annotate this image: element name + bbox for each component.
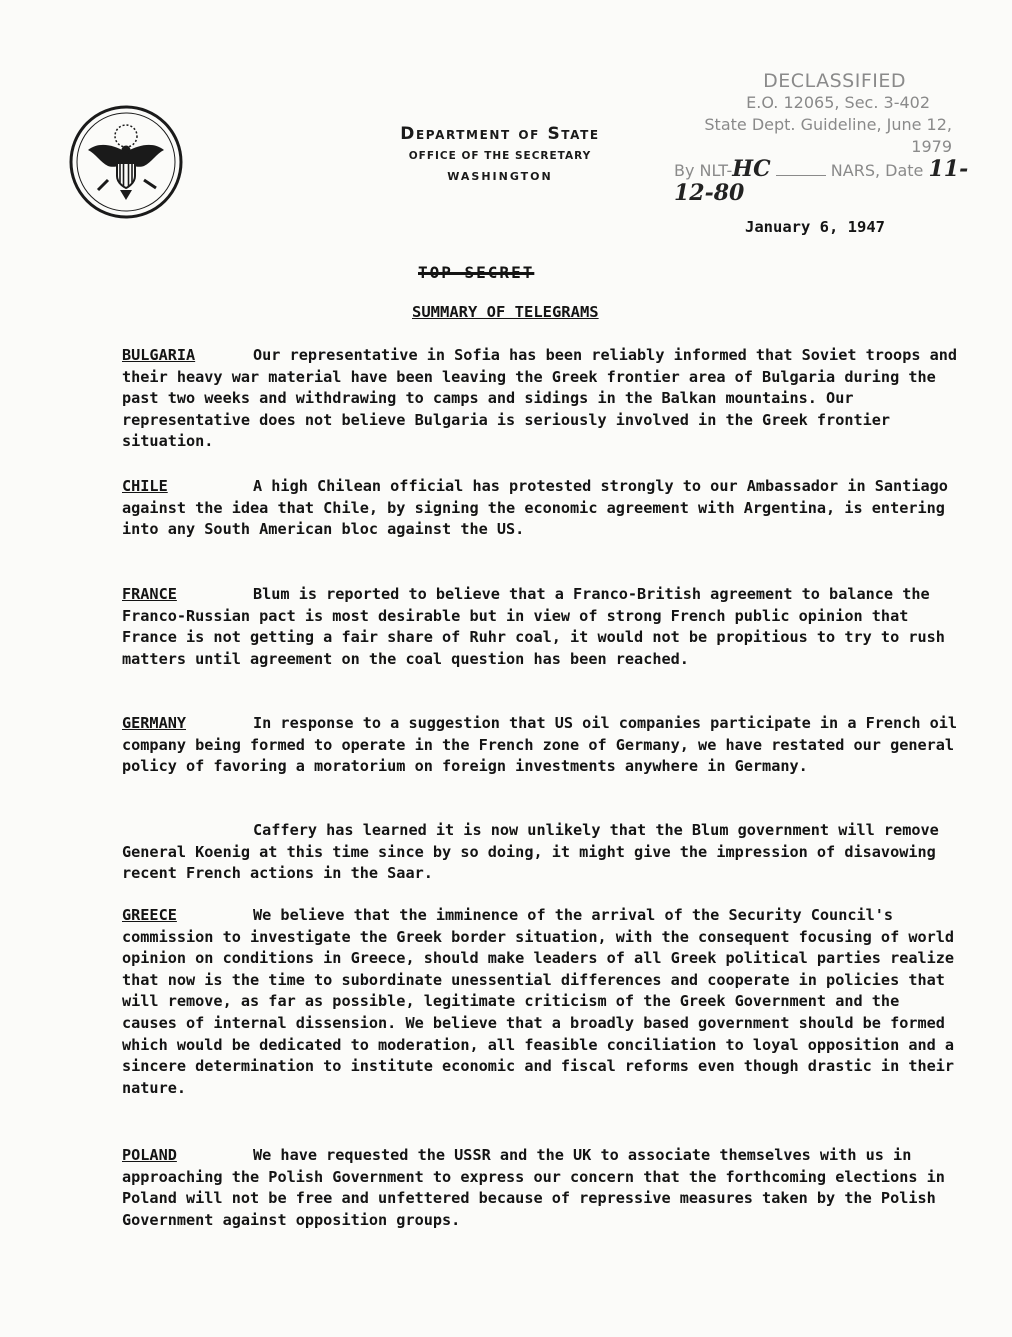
section-chile [122, 476, 962, 541]
document-heading: SUMMARY OF TELEGRAMS [412, 303, 599, 321]
stamp-guideline: State Dept. Guideline, June 12, 1979 [704, 115, 952, 156]
section-text: We believe that the imminence of the arrival of the Security Council's commission to investigate the Greek border situation, with the consequent focusing of world opinion on conditions in Greece, should make leaders of all Greek political parties realize that now is the time to subordinate unessential differences and cooperate in policies that will remove, as far as possible, legitimate criticism of the Greek Government and the causes of internal dissension. We believe that a broadly based government should be formed which would be dedicated to moderation, all feasible conciliation to loyal opposition and a sincere determination to institute economic and fiscal reforms even though drastic in their nature. [122, 906, 964, 1097]
section-text: A high Chilean official has protested strongly to our Ambassador in Santiago against the idea that Chile, by signing the economic agreement with Argentina, is entering into any South American bloc against the US. [122, 477, 958, 539]
stamp-authority: E.O. 12065, Sec. 3-402 [746, 93, 930, 112]
classification-marking: TOP SECRET [418, 263, 535, 282]
document-date: January 6, 1947 [745, 218, 885, 236]
country-label: POLAND [122, 1146, 177, 1164]
stamp-by-label: By NLT- [674, 161, 733, 180]
country-label: BULGARIA [122, 346, 196, 364]
section-germany [122, 713, 967, 778]
stamp-title: DECLASSIFIED [763, 70, 906, 92]
declassification-stamp [670, 70, 990, 206]
country-label: GREECE [122, 906, 177, 924]
letterhead [330, 124, 670, 183]
stamp-by-line [670, 158, 990, 206]
section-greece [122, 905, 962, 1099]
office-name: OFFICE OF THE SECRETARY [408, 150, 592, 162]
department-name: Department of State [400, 124, 600, 144]
section-text: In response to a suggestion that US oil companies participate in a French oil company being formed to operate in the French zone of Germany, we have restated our general policy of favoring a moratorium on foreign investments anywhere in Germany. [122, 714, 967, 776]
section-text: Blum is reported to believe that a Franco-British agreement to balance the Franco-Russian pact is most desirable but in view of strong French public opinion that France is not getting a fair share of Ruhr coal, it would not be propitious to try to rush matters until agreement on the coal question has been reached. [122, 585, 955, 668]
section-france [122, 584, 962, 670]
city-name: WASHINGTON [447, 170, 553, 183]
section-poland [122, 1145, 962, 1231]
section-text: Caffery has learned it is now unlikely that the Blum government will remove General Koenig at this time since by so doing, it might give the impression of disavowing recent French actions in the Saar. [122, 821, 948, 883]
department-seal [68, 104, 184, 220]
country-label: FRANCE [122, 585, 177, 603]
country-label: GERMANY [122, 714, 187, 732]
section-bulgaria [122, 345, 967, 453]
stamp-by-initials: HC [732, 156, 771, 182]
country-label: CHILE [122, 477, 168, 495]
stamp-nars-label: NARS, Date [830, 161, 924, 180]
section-text: Our representative in Sofia has been reliably informed that Soviet troops and their heavy war material have been leaving the Greek frontier area of Bulgaria during the past two weeks and withdrawing to camps and sidings in the Balkan mountains. Our representative does not believe Bulgaria is seriously involved in the Greek frontier situation. [122, 346, 967, 451]
section-germany-continued [122, 820, 962, 885]
stamp-nars-date: 11-12-80 [674, 156, 969, 206]
section-text: We have requested the USSR and the UK to associate themselves with us in approaching the Polish Government to express our concern that the forthcoming elections in Poland will not be free and unfettered because of repressive measures taken by the Polish Government against opposition groups. [122, 1146, 955, 1229]
